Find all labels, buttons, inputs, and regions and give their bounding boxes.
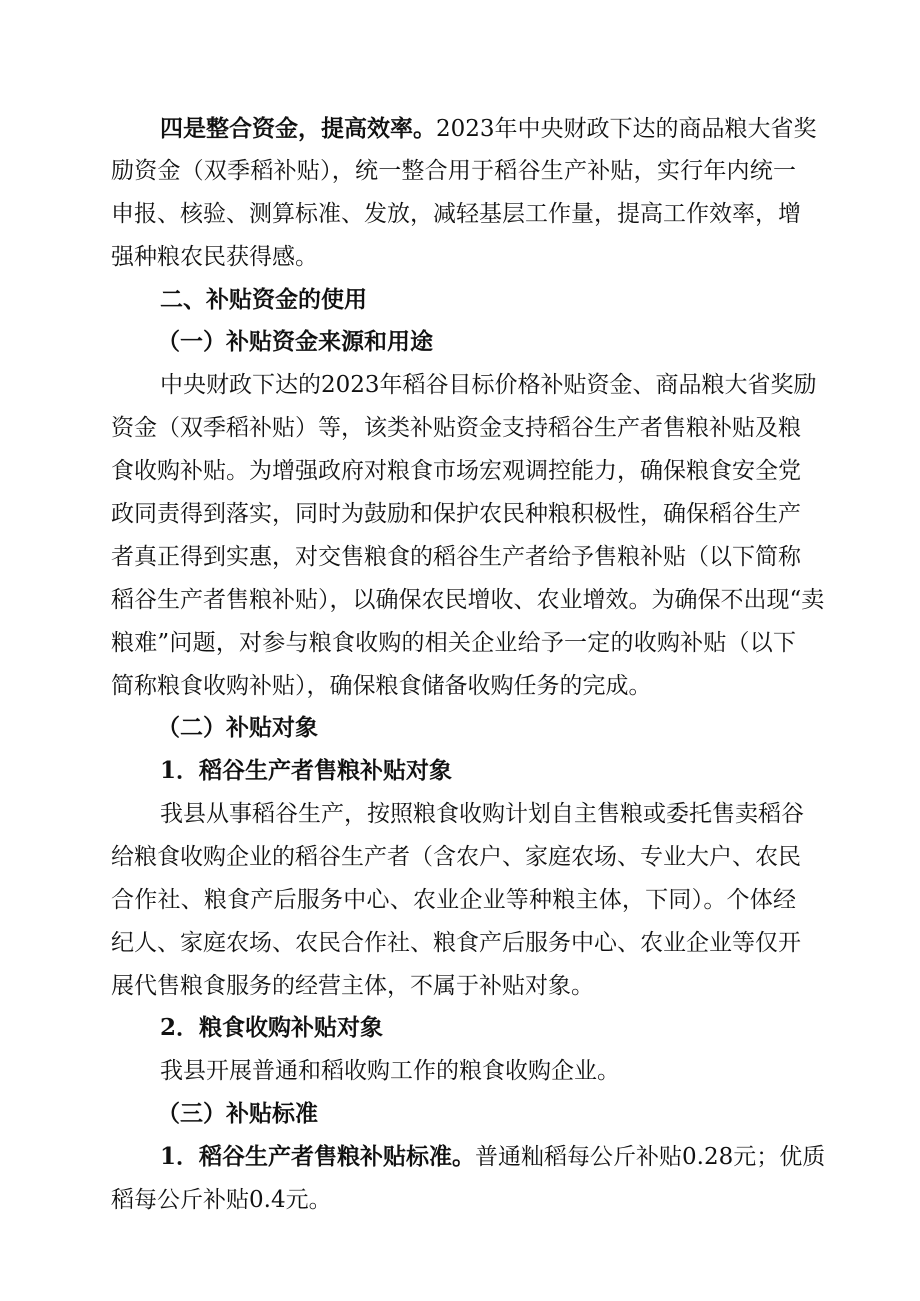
para5-line2: 稻每公斤补贴0.4元。 [111, 1187, 332, 1213]
para3-line4: 纪人、家庭农场、农民合作社、粮食产后服务中心、农业企业等仅开 [111, 930, 801, 956]
para2-line3: 食收购补贴。为增强政府对粮食市场宏观调控能力，确保粮食安全党 [111, 458, 801, 484]
subsection-heading-2: （二）补贴对象 [157, 714, 318, 741]
para1-line1 [160, 114, 817, 144]
para4-line1: 我县开展普通和稻收购工作的粮食收购企业。 [160, 1058, 620, 1084]
para1-lead: 四是整合资金，提高效率。 [160, 115, 436, 142]
para1-line3: 申报、核验、测算标准、发放，减轻基层工作量，提高工作效率，增 [111, 201, 801, 227]
para3-line2: 给粮食收购企业的稻谷生产者（含农户、家庭农场、专业大户、农民 [111, 844, 801, 870]
para3-line3: 合作社、粮食产后服务中心、农业企业等种粮主体，下同）。个体经 [111, 887, 796, 913]
para2-line5: 者真正得到实惠，对交售粮食的稻谷生产者给予售粮补贴（以下简称 [111, 544, 801, 570]
para2-line8: 简称粮食收购补贴），确保粮食储备收购任务的完成。 [111, 673, 652, 699]
para2-line2: 资金（双季稻补贴）等，该类补贴资金支持稻谷生产者售粮补贴及粮 [111, 415, 801, 441]
para3-line5: 展代售粮食服务的经营主体，不属于补贴对象。 [111, 973, 594, 999]
para5-text-line1: 普通籼稻每公斤补贴0.28元；优质 [475, 1144, 826, 1170]
para1-line2: 励资金（双季稻补贴），统一整合用于稻谷生产补贴，实行年内统一 [111, 158, 796, 184]
para5-lead: 1．稻谷生产者售粮补贴标准。 [160, 1143, 476, 1170]
para2-line4: 政同责得到落实，同时为鼓励和保护农民种粮积极性，确保稻谷生产 [111, 501, 801, 527]
para2-line7: 粮难”问题，对参与粮食收购的相关企业给予一定的收购补贴（以下 [111, 630, 796, 656]
subsection-heading-1: （一）补贴资金来源和用途 [157, 328, 433, 355]
para1-line4: 强种粮农民获得感。 [111, 244, 318, 270]
item2-title: 2．粮食收购补贴对象 [160, 1014, 384, 1041]
section-heading-2: 二、补贴资金的使用 [160, 286, 367, 313]
para3-line1: 我县从事稻谷生产，按照粮食收购计划自主售粮或委托售卖稻谷 [160, 801, 804, 827]
subsection-heading-3: （三）补贴标准 [157, 1100, 318, 1127]
para1-text-line1: 2023年中央财政下达的商品粮大省奖 [436, 116, 817, 142]
para2-line1: 中央财政下达的2023年稻谷目标价格补贴资金、商品粮大省奖励 [160, 372, 817, 398]
para2-line6: 稻谷生产者售粮补贴），以确保农民增收、农业增效。为确保不出现“卖 [111, 587, 825, 613]
para5-line1 [160, 1142, 826, 1172]
item1-title: 1．稻谷生产者售粮补贴对象 [160, 757, 453, 784]
